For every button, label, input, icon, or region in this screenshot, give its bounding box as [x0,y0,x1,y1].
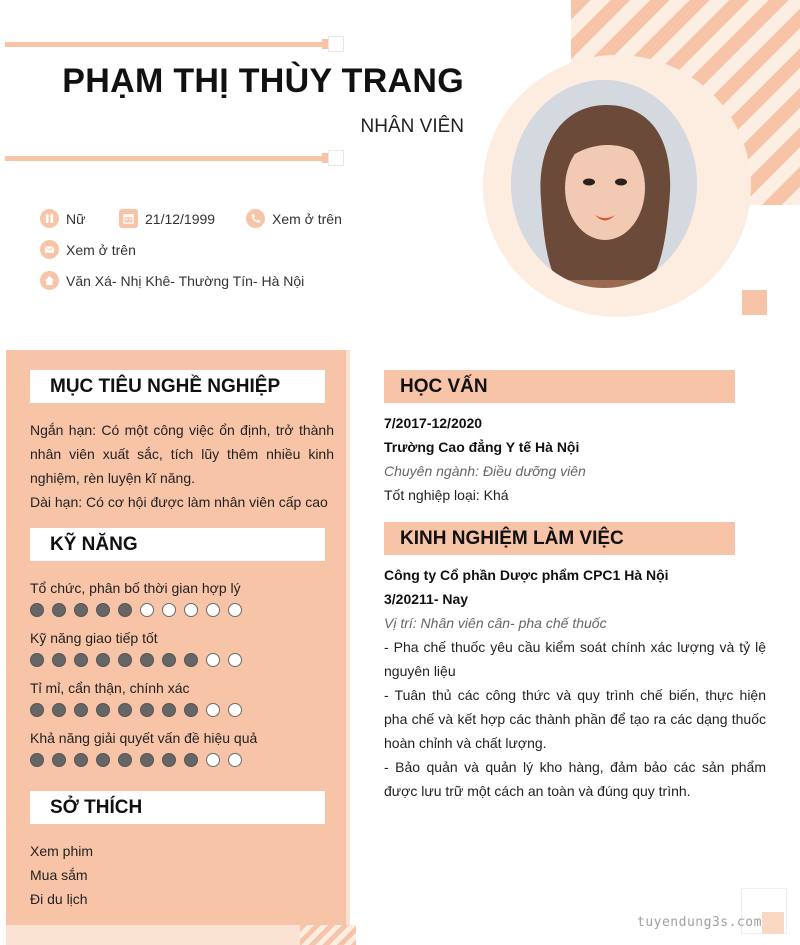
rating-dot-empty [228,653,242,667]
skill-label: Kỹ năng giao tiếp tốt [30,630,158,646]
skills-title: KỸ NĂNG [30,528,325,561]
objective-title: MỤC TIÊU NGHỀ NGHIỆP [30,370,325,403]
rating-dot-filled [96,603,110,617]
watermark-text: tuyendung3s.com [637,915,762,930]
experience-title: KINH NGHIỆM LÀM VIỆC [384,522,735,555]
hobbies-title: SỞ THÍCH [30,791,325,824]
email-icon [40,240,59,259]
address-value: Văn Xá- Nhị Khê- Thường Tín- Hà Nội [66,272,305,289]
rating-dot-filled [30,753,44,767]
education-grade: Tốt nghiệp loại: Khá [384,487,509,503]
birthday-value: 21/12/1999 [145,210,216,227]
left-column-edge [346,350,350,925]
rating-dot-empty [228,753,242,767]
rating-dot-empty [206,703,220,717]
bottom-stripes [300,925,356,945]
contact-email [40,240,136,259]
rating-dot-filled [52,653,66,667]
rating-dot-filled [162,703,176,717]
skill-rating [30,603,242,617]
rating-dot-filled [118,703,132,717]
gender-value: Nữ [66,210,86,227]
hobby-item: Mua sắm [30,867,88,883]
phone-icon [246,209,265,228]
skill-label: Tỉ mỉ, cẩn thận, chính xác [30,680,190,696]
rating-dot-filled [74,753,88,767]
rating-dot-filled [118,603,132,617]
rating-dot-filled [140,753,154,767]
header-line-bottom [5,156,327,161]
skill-label: Khả năng giải quyết vấn đề hiệu quả [30,730,258,746]
rating-dot-filled [74,703,88,717]
rating-dot-empty [228,703,242,717]
rating-dot-filled [30,603,44,617]
rating-dot-filled [30,653,44,667]
skill-rating [30,703,242,717]
education-title: HỌC VẤN [384,370,735,403]
gender-icon [40,209,59,228]
rating-dot-filled [30,703,44,717]
experience-duty: - Tuân thủ các công thức và quy trình chế biến, thực hiện pha chế và kết hợp các thành phần để tạo ra các dạng thuốc hoàn chỉnh và chất lượng. [384,687,766,751]
rating-dot-empty [206,603,220,617]
watermark-square [762,912,784,934]
phone-value[interactable]: Xem ở trên [272,210,342,227]
education-major: Chuyên ngành: Điều dưỡng viên [384,463,586,479]
contact-gender [40,209,85,228]
rating-dot-filled [184,753,198,767]
objective-short-term: Ngắn hạn: Có một công việc ổn định, trở thành nhân viên xuất sắc, tích lũy thêm nhiều kinh nghiệm, rèn luyện kĩ năng. [30,422,334,486]
decorative-square [742,290,767,315]
home-icon [40,271,59,290]
rating-dot-filled [74,603,88,617]
contact-address [40,271,304,290]
rating-dot-empty [140,603,154,617]
rating-dot-filled [52,703,66,717]
rating-dot-filled [52,753,66,767]
rating-dot-filled [140,653,154,667]
hobby-item: Xem phim [30,843,94,859]
rating-dot-filled [184,653,198,667]
calendar-icon [119,209,138,228]
rating-dot-filled [162,653,176,667]
education-school: Trường Cao đẳng Y tế Hà Nội [384,439,580,455]
skill-rating [30,653,242,667]
experience-role: Vị trí: Nhân viên cân- pha chế thuốc [384,615,607,631]
rating-dot-empty [206,753,220,767]
header-line-top [5,42,327,47]
candidate-position: NHÂN VIÊN [360,116,464,137]
rating-dot-empty [162,603,176,617]
rating-dot-filled [96,753,110,767]
hobby-item: Đi du lịch [30,891,88,907]
rating-dot-empty [184,603,198,617]
experience-duty: - Pha chế thuốc yêu cầu kiểm soát chính xác lượng và tỷ lệ nguyên liệu [384,639,766,679]
rating-dot-filled [184,703,198,717]
contact-phone [246,209,342,228]
rating-dot-empty [206,653,220,667]
rating-dot-filled [118,753,132,767]
rating-dot-filled [118,653,132,667]
rating-dot-filled [52,603,66,617]
rating-dot-filled [140,703,154,717]
objective-long-term: Dài hạn: Có cơ hội được làm nhân viên cấp cao [30,494,328,510]
experience-duty: - Bảo quản và quản lý kho hàng, đảm bảo các sản phẩm được lưu trữ một cách an toàn và đúng quy trình. [384,759,766,799]
skill-label: Tổ chức, phân bố thời gian hợp lý [30,580,241,596]
email-value[interactable]: Xem ở trên [66,241,136,258]
experience-company: Công ty Cổ phần Dược phẩm CPC1 Hà Nội [384,567,669,583]
rating-dot-filled [74,653,88,667]
skill-rating [30,753,242,767]
candidate-name: PHẠM THỊ THÙY TRANG [62,62,464,100]
header-line-top-cap [328,36,344,52]
education-period: 7/2017-12/2020 [384,415,483,431]
contact-birthday [119,209,215,228]
header-line-bottom-cap [328,150,344,166]
rating-dot-empty [228,603,242,617]
profile-photo [511,80,697,288]
experience-period: 3/20211- Nay [384,591,469,607]
rating-dot-filled [96,653,110,667]
rating-dot-filled [96,703,110,717]
rating-dot-filled [162,753,176,767]
